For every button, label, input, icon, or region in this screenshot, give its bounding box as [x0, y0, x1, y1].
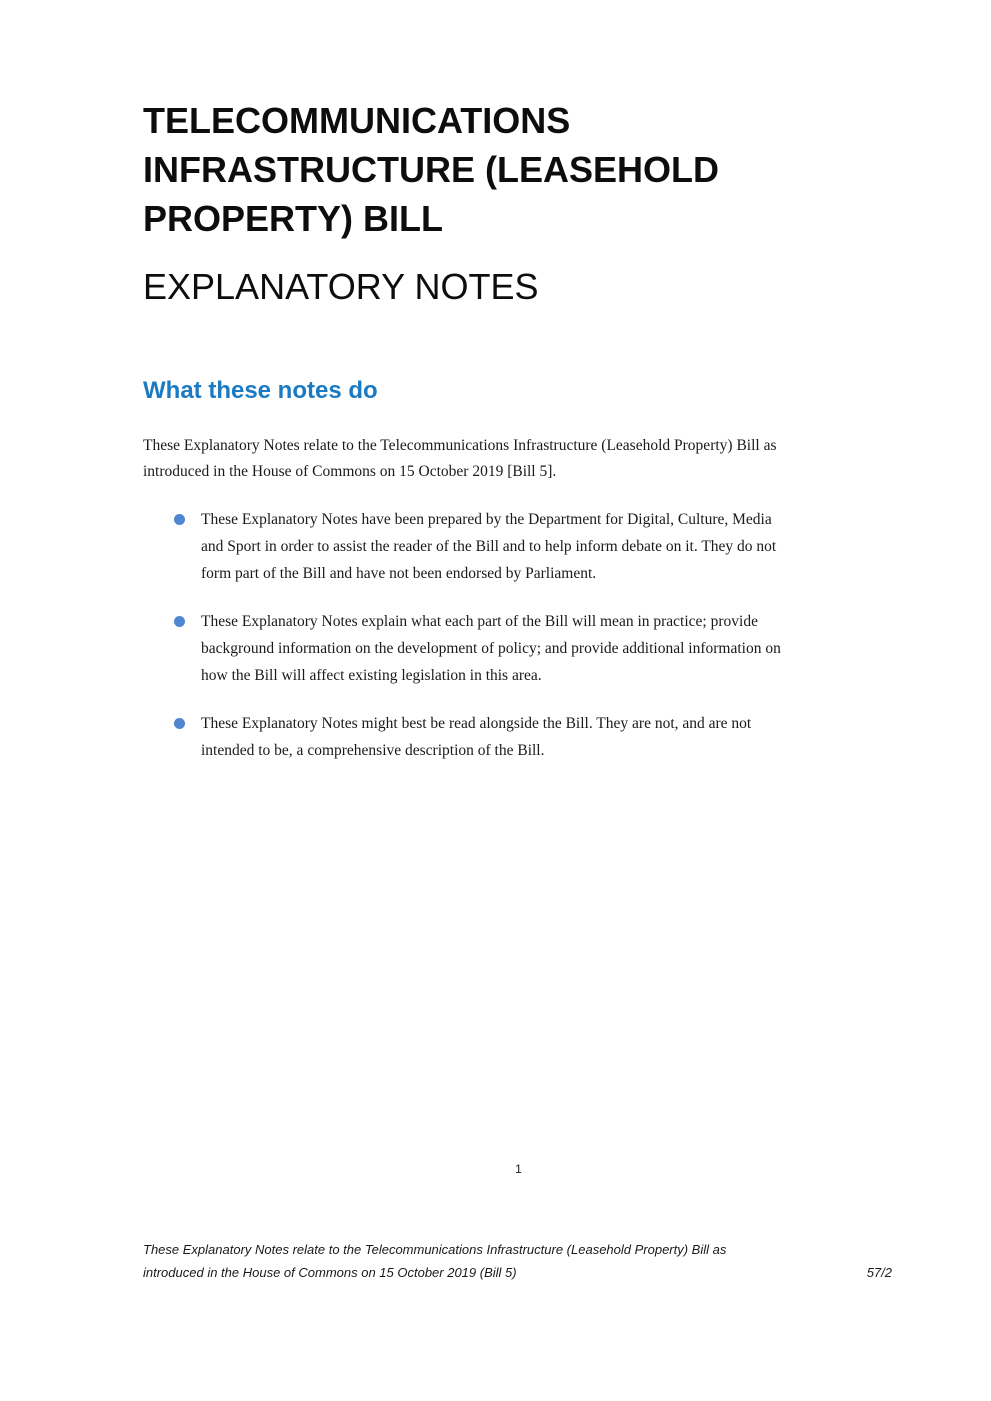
bullet-dot-icon	[174, 616, 185, 627]
footer-bill-code: 57/2	[866, 1265, 892, 1280]
footer-line: introduced in the House of Commons on 15 October 2019 (Bill 5)	[143, 1265, 517, 1280]
bullet-line: These Explanatory Notes might best be read alongside the Bill. They are not, and are not	[201, 715, 752, 732]
bullet-line: form part of the Bill and have not been endorsed by Parliament.	[201, 565, 597, 582]
bullet-dot-icon	[174, 514, 185, 525]
intro-line: These Explanatory Notes relate to the Telecommunications Infrastructure (Leasehold Property) Bill as	[143, 437, 777, 454]
document-subtitle: EXPLANATORY NOTES	[143, 266, 539, 307]
footer-note	[143, 1238, 893, 1284]
bullet-line: how the Bill will affect existing legislation in this area.	[201, 667, 542, 684]
bullet-line: These Explanatory Notes explain what each part of the Bill will mean in practice; provide	[201, 613, 758, 630]
footer-line: These Explanatory Notes relate to the Telecommunications Infrastructure (Leasehold Property) Bill as	[143, 1242, 727, 1257]
bullet-item	[143, 608, 903, 689]
intro-paragraph	[143, 433, 903, 485]
bullet-line: intended to be, a comprehensive description of the Bill.	[201, 742, 545, 759]
bullet-item	[143, 506, 903, 587]
section-heading: What these notes do	[143, 377, 378, 404]
bullet-list	[143, 506, 903, 785]
intro-line: introduced in the House of Commons on 15 October 2019 [Bill 5].	[143, 463, 557, 480]
document-title-line: TELECOMMUNICATIONS	[143, 100, 571, 141]
bullet-line: and Sport in order to assist the reader of the Bill and to help inform debate on it. They do not	[201, 538, 777, 555]
bullet-item	[143, 710, 903, 764]
bullet-line: These Explanatory Notes have been prepared by the Department for Digital, Culture, Media	[201, 511, 772, 528]
bullet-line: background information on the development of policy; and provide additional information on	[201, 640, 781, 657]
bullet-dot-icon	[174, 718, 185, 729]
page-number: 1	[515, 1162, 522, 1176]
document-title-line: INFRASTRUCTURE (LEASEHOLD	[143, 149, 719, 190]
document-title	[143, 96, 863, 243]
document-title-line: PROPERTY) BILL	[143, 198, 444, 239]
